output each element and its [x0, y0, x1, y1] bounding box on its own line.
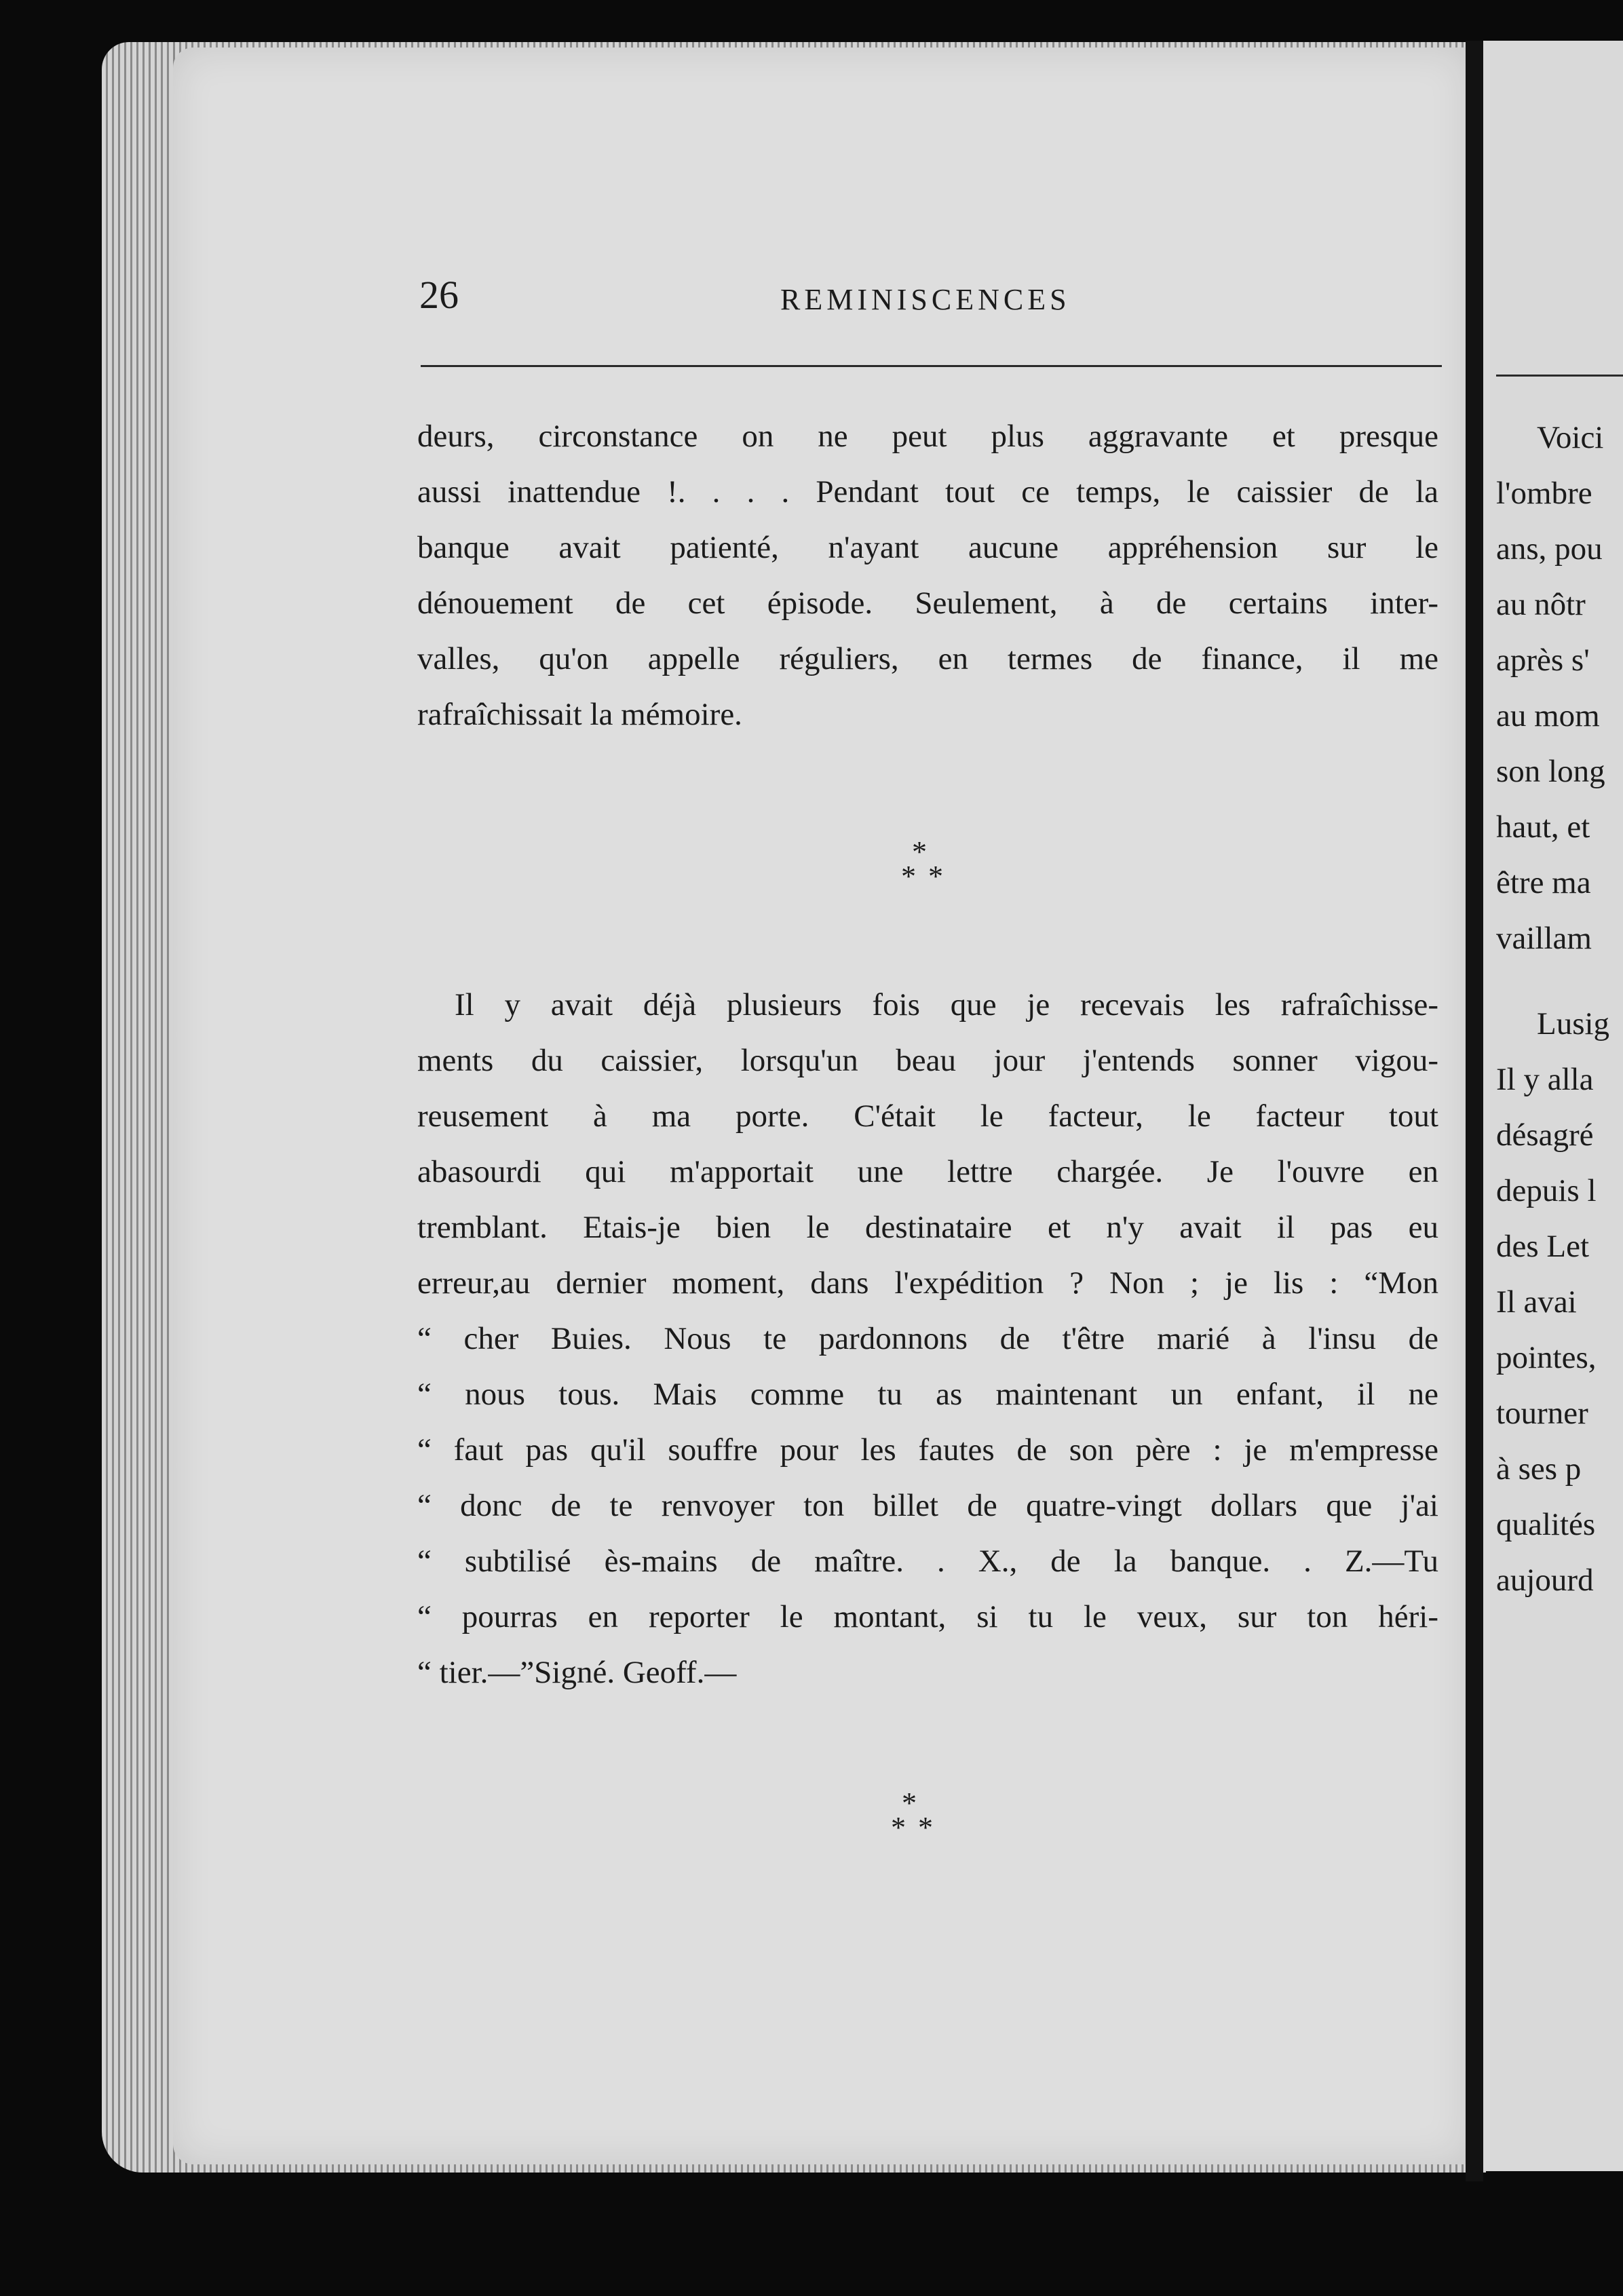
text-line: être ma	[1496, 865, 1591, 900]
page-number: 26	[419, 273, 459, 317]
text-line: des Let	[1496, 1229, 1590, 1264]
text-line: abasourdi qui m'apportait une lettre chargée. Je l'ouvre en	[417, 1154, 1438, 1189]
text-line: “ faut pas qu'il souffre pour les fautes de son père : je m'empresse	[417, 1432, 1438, 1468]
text-line: après s'	[1496, 643, 1590, 678]
text-line: l'ombre	[1496, 476, 1592, 511]
facing-page-text-top	[1496, 410, 1623, 966]
text-line: Il y alla	[1496, 1062, 1594, 1097]
asterism-star: *	[891, 1811, 918, 1844]
text-line: ans, pou	[1496, 531, 1603, 567]
text-line: tremblant. Etais-je bien le destinataire et n'y avait il pas eu	[417, 1210, 1438, 1245]
text-line: “ donc de te renvoyer ton billet de quatre-vingt dollars que j'ai	[417, 1488, 1438, 1523]
asterism-star: *	[928, 860, 955, 893]
text-line: son long	[1496, 754, 1605, 789]
text-line: aussi inattendue !. . . . Pendant tout ce temps, le caissier de la	[417, 474, 1438, 510]
text-line: Voici	[1537, 420, 1604, 455]
text-line: “ pourras en reporter le montant, si tu le veux, sur ton héri-	[417, 1599, 1438, 1634]
text-line: désagré	[1496, 1117, 1594, 1153]
text-line: depuis l	[1496, 1173, 1597, 1208]
text-line: banque avait patienté, n'ayant aucune appréhension sur le	[417, 530, 1438, 565]
text-line: haut, et	[1496, 809, 1590, 845]
asterism-star: *	[901, 860, 928, 893]
facing-page-header-rule	[1496, 375, 1623, 377]
book-gutter	[1466, 41, 1483, 2181]
text-line: Lusig	[1537, 1006, 1610, 1041]
text-line: rafraîchissait la mémoire.	[417, 697, 742, 732]
text-line: erreur,au dernier moment, dans l'expédition ? Non ; je lis : “Mon	[417, 1265, 1438, 1301]
text-line: Il avai	[1496, 1284, 1577, 1320]
paragraph-1	[417, 408, 1438, 742]
text-line: “ nous tous. Mais comme tu as maintenant un enfant, il ne	[417, 1377, 1438, 1412]
text-line: tourner	[1496, 1396, 1588, 1431]
text-line: qualités	[1496, 1507, 1596, 1542]
text-line: au nôtr	[1496, 587, 1586, 622]
text-line: “ cher Buies. Nous te pardonnons de t'être marié à l'insu de	[417, 1321, 1438, 1356]
text-line: à ses p	[1496, 1451, 1582, 1487]
asterism-star: *	[918, 1811, 945, 1844]
text-line: reusement à ma porte. C'était le facteur, le facteur tout	[417, 1098, 1438, 1134]
paragraph-2	[417, 977, 1438, 1700]
asterism-2	[879, 1786, 945, 1844]
asterism-star: *	[912, 835, 927, 868]
text-line: deurs, circonstance on ne peut plus aggravante et presque	[417, 419, 1438, 454]
text-line: aujourd	[1496, 1563, 1594, 1598]
text-line: valles, qu'on appelle réguliers, en termes de finance, il me	[417, 641, 1438, 676]
text-line: ments du caissier, lorsqu'un beau jour j'entends sonner vigou-	[417, 1043, 1438, 1078]
text-line: dénouement de cet épisode. Seulement, à de certains inter-	[417, 586, 1438, 621]
header-rule	[421, 365, 1442, 367]
asterism-star: *	[902, 1786, 917, 1820]
text-line: “ subtilisé ès-mains de maître. . X., de la banque. . Z.—Tu	[417, 1544, 1438, 1579]
text-line: Il y avait déjà plusieurs fois que je recevais les rafraîchisse-	[455, 987, 1438, 1022]
running-head: REMINISCENCES	[780, 283, 1071, 316]
text-line: au mom	[1496, 698, 1600, 733]
asterism-1	[889, 835, 955, 893]
text-line: vaillam	[1496, 921, 1592, 956]
text-line: pointes,	[1496, 1340, 1597, 1375]
facing-page-text-bottom	[1496, 996, 1623, 1608]
text-line: “ tier.—”Signé. Geoff.—	[417, 1655, 737, 1690]
